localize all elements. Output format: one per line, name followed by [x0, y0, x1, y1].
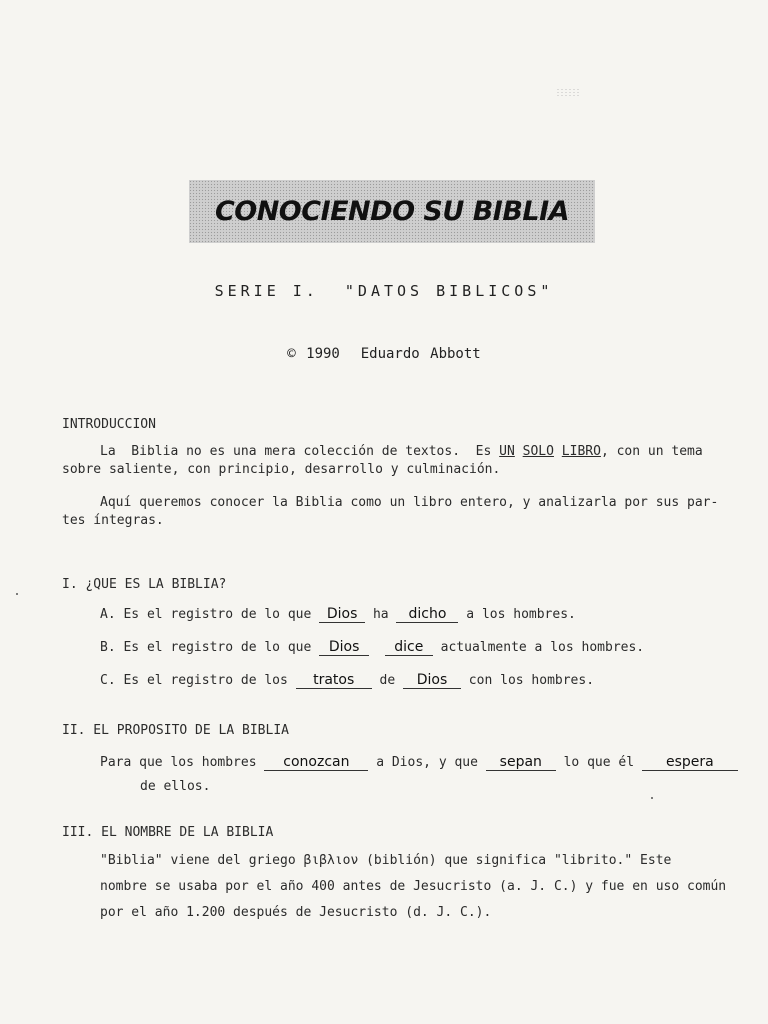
item-c-text-start: C. Es el registro de los — [100, 673, 296, 688]
item-c-text-mid: de — [371, 673, 403, 688]
item-a-text-start: A. Es el registro de lo que — [100, 607, 320, 622]
fill-in-answer: Dios — [319, 640, 369, 656]
item-b-text-mid — [369, 640, 385, 655]
section-2-text-start: Para que los hombres — [100, 755, 265, 770]
scan-speck — [16, 593, 18, 595]
fill-in-answer: dicho — [396, 607, 458, 623]
emphasis-libro: LIBRO — [561, 444, 601, 459]
section-1-item-c — [100, 673, 594, 689]
fill-in-answer: espera — [642, 755, 738, 771]
section-1-heading: I. ¿QUE ES LA BIBLIA? — [62, 577, 227, 592]
intro-heading: INTRODUCCION — [62, 417, 156, 432]
section-2-heading: II. EL PROPOSITO DE LA BIBLIA — [62, 723, 289, 738]
intro-paragraph-2-line-2: tes íntegras. — [62, 513, 164, 528]
section-3-line-3: por el año 1.200 después de Jesucristo (d. J. C.). — [100, 905, 492, 920]
intro-p1-start: La Biblia no es una mera colección de textos. Es — [100, 444, 500, 459]
item-c-text-end: con los hombres. — [460, 673, 595, 688]
fill-in-answer: conozcan — [264, 755, 368, 771]
scan-speck — [651, 797, 653, 799]
section-2-sentence — [100, 755, 738, 771]
section-2-text-mid-2: lo que él — [555, 755, 642, 770]
section-2-line-2: de ellos. — [140, 779, 211, 794]
fill-in-answer: dice — [385, 640, 433, 656]
page-title: CONOCIENDO SU BIBLIA — [214, 196, 570, 227]
intro-p1-end: , con un tema — [600, 444, 703, 459]
intro-paragraph-1-line-2: sobre saliente, con principio, desarrollo y culminación. — [62, 462, 501, 477]
scan-smudge — [556, 88, 580, 96]
section-2-text-mid: a Dios, y que — [368, 755, 486, 770]
emphasis-un: UN — [499, 444, 515, 459]
fill-in-answer: Dios — [403, 673, 461, 689]
series-subtitle: SERIE I. "DATOS BIBLICOS" — [214, 282, 554, 300]
fill-in-answer: Dios — [319, 607, 365, 623]
fill-in-answer: tratos — [296, 673, 372, 689]
copyright-line: © 1990 Eduardo Abbott — [287, 346, 481, 362]
item-b-text-start: B. Es el registro de lo que — [100, 640, 320, 655]
item-b-text-end: actualmente a los hombres. — [432, 640, 645, 655]
section-3-heading: III. EL NOMBRE DE LA BIBLIA — [62, 825, 274, 840]
intro-paragraph-1 — [100, 444, 703, 459]
section-1-item-a — [100, 607, 576, 623]
fill-in-answer: sepan — [486, 755, 556, 771]
intro-paragraph-2: Aquí queremos conocer la Biblia como un libro entero, y analizarla por sus par- — [100, 495, 719, 510]
title-banner — [189, 180, 595, 243]
section-3-line-1: "Biblia" viene del griego βιβλιον (biblión) que significa "librito." Este — [100, 853, 672, 868]
item-a-text-end: a los hombres. — [458, 607, 576, 622]
section-1-item-b — [100, 640, 644, 656]
emphasis-solo: SOLO — [522, 444, 554, 459]
item-a-text-mid: ha — [365, 607, 397, 622]
section-3-line-2: nombre se usaba por el año 400 antes de Jesucristo (a. J. C.) y fue en uso común — [100, 879, 727, 894]
